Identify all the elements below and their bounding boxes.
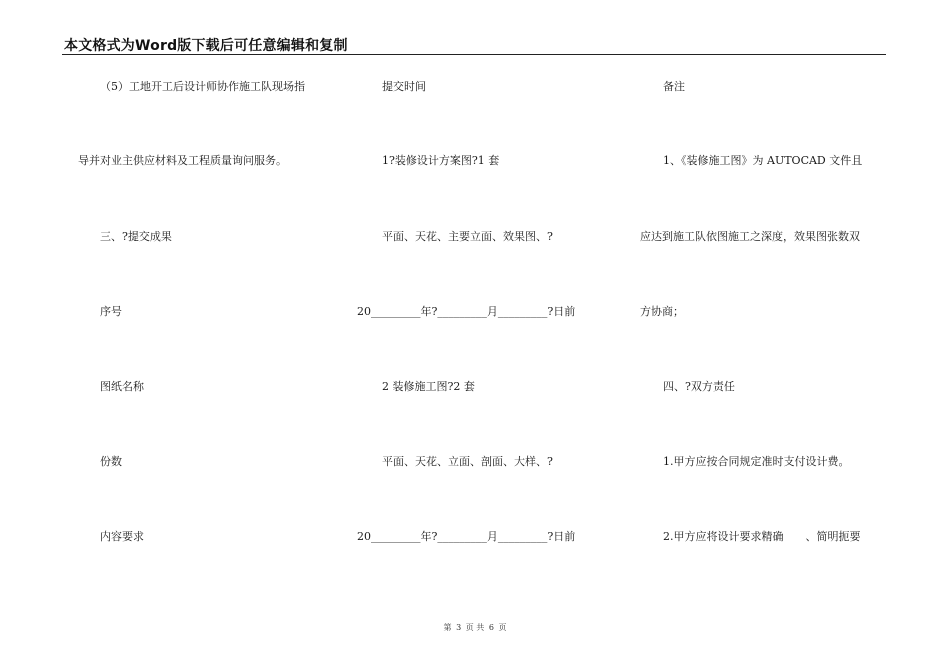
text-line: 三、?提交成果 xyxy=(100,230,172,243)
page-number-prefix: 第 xyxy=(443,623,452,632)
text-line: 序号 xyxy=(100,305,122,318)
page-number-suffix: 页 xyxy=(498,623,507,632)
header-divider xyxy=(62,54,886,55)
text-line: 2.甲方应将设计要求精确 、简明扼要 xyxy=(663,530,861,543)
text-line: 1.甲方应按合同规定准时支付设计费。 xyxy=(663,455,850,468)
page-number-current: 3 xyxy=(456,623,462,632)
page-number-middle: 页 共 xyxy=(465,623,485,632)
text-line: 1?装修设计方案图?1 套 xyxy=(382,154,500,167)
page-number-total: 6 xyxy=(488,623,494,632)
text-line: 平面、天花、主要立面、效果图、? xyxy=(382,230,553,243)
document-header-title: 本文格式为Word版下载后可任意编辑和复制 xyxy=(64,38,348,54)
text-line: 1、《装修施工图》为 AUTOCAD 文件且 xyxy=(663,154,863,167)
text-line: 内容要求 xyxy=(100,530,144,543)
text-line: 方协商； xyxy=(640,305,684,318)
text-line: 图纸名称 xyxy=(100,380,144,393)
text-line: 2 装修施工图?2 套 xyxy=(382,380,475,393)
text-line: 应达到施工队依图施工之深度，效果图张数双 xyxy=(640,230,860,243)
text-line: 平面、天花、立面、剖面、大样、? xyxy=(382,455,553,468)
text-line: 份数 xyxy=(100,455,122,468)
text-line: （5）工地开工后设计师协作施工队现场指 xyxy=(100,80,305,93)
text-line: 导并对业主供应材料及工程质量询问服务。 xyxy=(78,154,287,167)
text-line: 四、?双方责任 xyxy=(663,380,735,393)
text-line: 备注 xyxy=(663,80,685,93)
text-line: 20_________年?_________月_________?日前 xyxy=(357,305,576,318)
text-line: 提交时间 xyxy=(382,80,426,93)
page-number xyxy=(0,622,950,633)
text-line: 20_________年?_________月_________?日前 xyxy=(357,530,576,543)
